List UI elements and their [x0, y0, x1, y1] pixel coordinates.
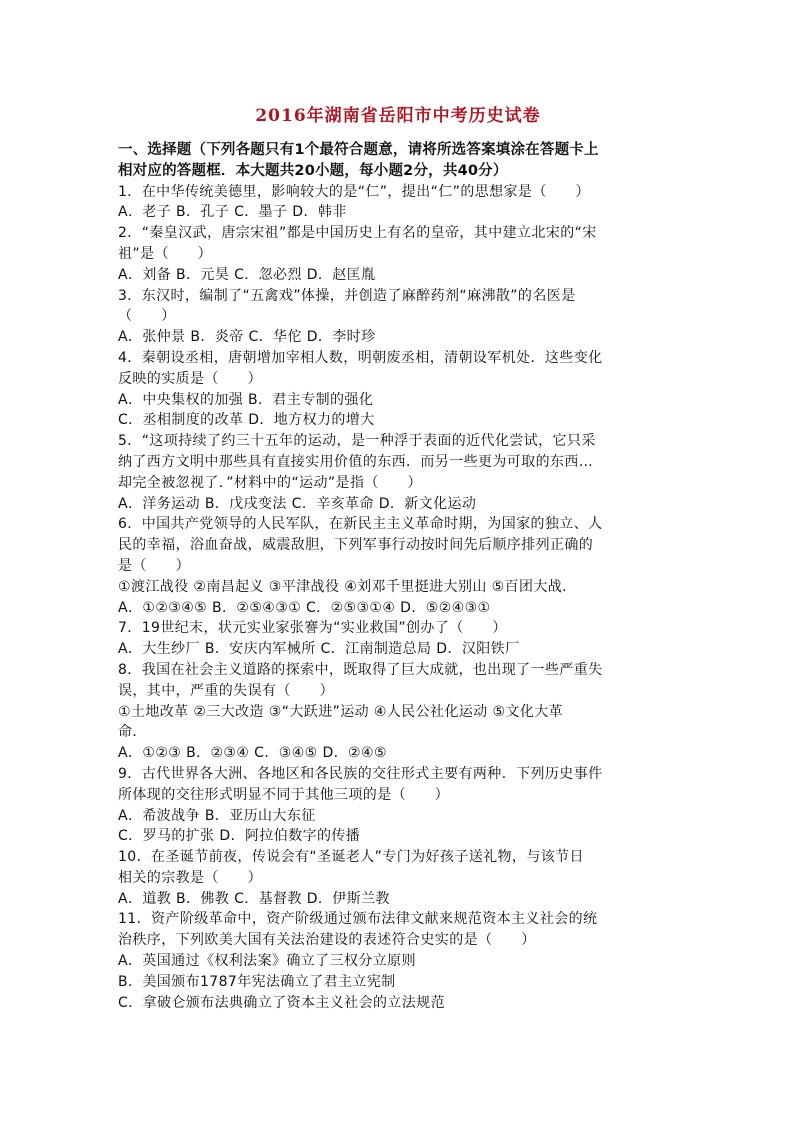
text-line: A．①②③④⑤ B．②⑤④③① C．②⑤③①④ D．⑤②④③① — [118, 599, 491, 616]
text-line: 纳了西方文明中那些具有直接实用价值的东西．而另一些更为可取的东西… — [118, 453, 594, 470]
text-line: 是（ ） — [118, 557, 190, 574]
text-line: A．中央集权的加强 B．君主专制的强化 — [118, 391, 374, 408]
text-line: 相关的宗教是（ ） — [118, 869, 262, 886]
text-line: 11．资产阶级革命中，资产阶级通过颁布法律文献来规范资本主义社会的统 — [118, 911, 598, 928]
text-line: C．罗马的扩张 D．阿拉伯数字的传播 — [118, 828, 361, 845]
text-line: A．大生纱厂 B．安庆内军械所 C．江南制造总局 D．汉阳铁厂 — [118, 641, 520, 658]
text-line: C．拿破仑颁布法典确立了资本主义社会的立法规范 — [118, 994, 445, 1011]
text-line: A．老子 B．孔子 C．墨子 D．韩非 — [118, 204, 347, 221]
text-line: C．丞相制度的改革 D．地方权力的增大 — [118, 412, 375, 429]
text-line: 8．我国在社会主义道路的探索中，既取得了巨大成就，也出现了一些严重失 — [118, 661, 603, 678]
text-line: 命． — [118, 724, 147, 741]
exam-page — [118, 104, 678, 1013]
text-line: 反映的实质是（ ） — [118, 370, 262, 387]
text-line: 误，其中，严重的失误有（ ） — [118, 682, 334, 699]
text-line: 7．19世纪末，状元实业家张謇为“实业救国”创办了（ ） — [118, 620, 507, 637]
text-line: ①渡江战役 ②南昌起义 ③平津战役 ④刘邓千里挺进大别山 ⑤百团大战． — [118, 578, 577, 595]
text-line: 2．“秦皇汉武，唐宗宋祖”都是中国历史上有名的皇帝，其中建立北宋的“宋 — [118, 225, 597, 242]
text-line: A．道教 B．佛教 C．基督教 D．伊斯兰教 — [118, 890, 390, 907]
text-line: A．英国通过《权利法案》确立了三权分立原则 — [118, 953, 416, 970]
text-line: 却完全被忽视了．”材料中的“运动”是指（ ） — [118, 474, 422, 491]
text-line: 1．在中华传统美德里，影响较大的是“仁”，提出“仁”的思想家是（ ） — [118, 183, 590, 200]
text-line: A．张仲景 B．炎帝 C．华佗 D．李时珍 — [118, 329, 376, 346]
text-line: （ ） — [118, 308, 176, 325]
text-line: A．洋务运动 B．戊戌变法 C．辛亥革命 D．新文化运动 — [118, 495, 477, 512]
text-line: 10．在圣诞节前夜，传说会有“圣诞老人”专门为好孩子送礼物，与该节日 — [118, 849, 584, 866]
text-line: ①土地改革 ②三大改造 ③“大跃进”运动 ④人民公社化运动 ⑤文化大革 — [118, 703, 564, 720]
text-line: 5．“这项持续了约三十五年的运动，是一种浮于表面的近代化尝试，它只采 — [118, 433, 596, 450]
section-heading-line-2: 相对应的答题框．本大题共20小题，每小题2分，共40分） — [118, 162, 508, 179]
text-line: 9．古代世界各大洲、各地区和各民族的交往形式主要有两种．下列历史事件 — [118, 765, 603, 782]
text-line: 3．东汉时，编制了“五禽戏”体操，并创造了麻醉药剂“麻沸散”的名医是 — [118, 287, 576, 304]
text-line: 6．中国共产党领导的人民军队，在新民主主义革命时期，为国家的独立、人 — [118, 516, 603, 533]
text-line: A．希波战争 B．亚历山大东征 — [118, 807, 316, 824]
text-line: 4．秦朝设丞相，唐朝增加宰相人数，明朝废丞相，清朝设军机处．这些变化 — [118, 349, 603, 366]
text-line: A．①②③ B．②③④ C．③④⑤ D．②④⑤ — [118, 745, 387, 762]
text-line: 所体现的交往形式明显不同于其他三项的是（ ） — [118, 786, 450, 803]
exam-title: 2016年湖南省岳阳市中考历史试卷 — [255, 106, 541, 126]
text-line: 治秩序，下列欧美大国有关法治建设的表述符合史实的是（ ） — [118, 932, 536, 949]
text-line: 民的幸福，浴血奋战，威震敌胆，下列军事行动按时间先后顺序排列正确的 — [118, 537, 594, 554]
section-heading-line-1: 一、选择题（下列各题只有1个最符合题意，请将所选答案填涂在答题卡上 — [118, 142, 599, 158]
text-line: A．刘备 B．元昊 C．忽必烈 D．赵匡胤 — [118, 266, 376, 283]
text-line: 祖”是（ ） — [118, 245, 213, 262]
text-line: B．美国颁布1787年宪法确立了君主立宪制 — [118, 973, 396, 990]
